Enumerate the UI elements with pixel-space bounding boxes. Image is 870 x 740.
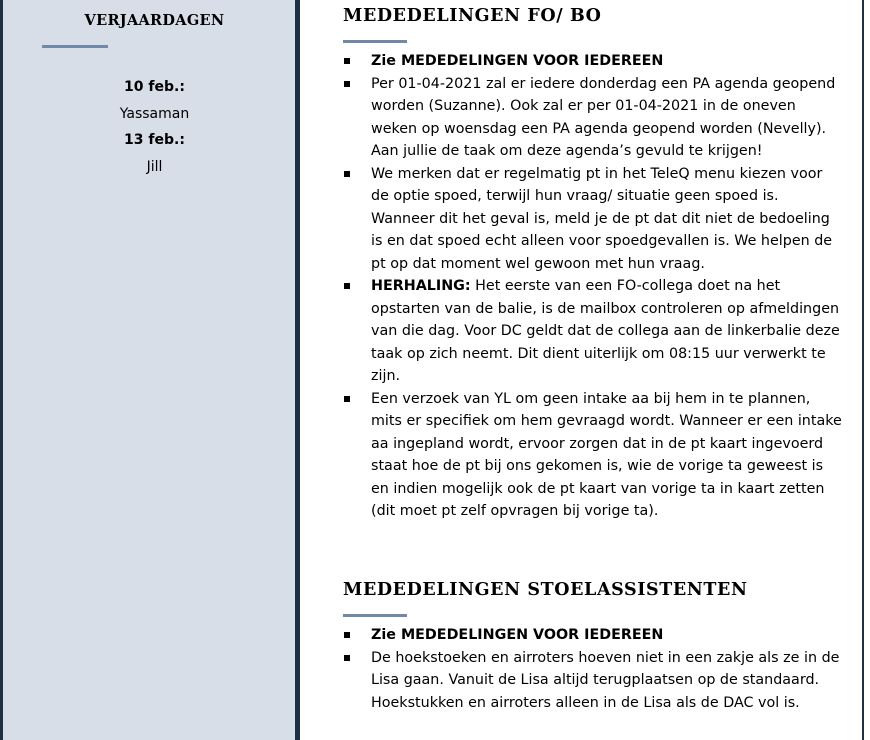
title-underline	[42, 45, 108, 48]
birthday-date: 10 feb.:	[124, 79, 185, 95]
birthday-list	[3, 74, 306, 180]
birthday-name: Jill	[146, 158, 163, 175]
list-item: De hoekstoeken en airroters hoeven niet in een zakje als ze in de Lisa gaan. Vanuit de Lisa altijd terugplaatsen op de standaard. Hoekstukken en airroters alleen in de Lisa als de DAC vol is.	[343, 647, 843, 715]
list-item: Per 01-04-2021 zal er iedere donderdag een PA agenda geopend worden (Suzanne). Ook zal er per 01-04-2021 in de oneven weken op woensdag een PA agenda geopend worden (Nevelly). Aan jullie de taak om deze agenda’s gevuld te krijgen!	[343, 73, 843, 163]
section-underline	[343, 40, 407, 43]
section-title-stoelassistenten: MEDEDELINGEN STOELASSISTENTEN	[343, 580, 748, 600]
list-item: Zie MEDEDELINGEN VOOR IEDEREEN	[343, 50, 843, 73]
list-item: We merken dat er regelmatig pt in het TeleQ menu kiezen voor de optie spoed, terwijl hun vraag/ situatie geen spoed is. Wanneer dit het geval is, meld je de pt dat dit niet de bedoeling is en dat spoed echt alleen voor spoedgevallen is. We helpen de pt op dat moment wel gewoon met hun vraag.	[343, 163, 843, 276]
birthday-date: 13 feb.:	[124, 132, 185, 148]
birthdays-sidebar	[0, 0, 300, 740]
announcements-column	[305, 0, 864, 740]
list-item: Een verzoek van YL om geen intake aa bij hem in te plannen, mits er specifiek om hem gevraagd wordt. Wanneer er een intake aa ingepland wordt, ervoor zorgen dat in de pt kaart ingevoerd staat hoe de pt bij ons gekomen is, wie de vorige ta geweest is en indien mogelijk ook de pt kaart van vorige ta in kaart zetten (dit moet pt zelf opvragen bij vorige ta).	[343, 388, 843, 523]
stoelassistenten-list	[343, 624, 843, 714]
section-underline	[343, 614, 407, 617]
birthdays-title: VERJAARDAGEN	[84, 12, 225, 29]
birthday-name: Yassaman	[119, 105, 190, 122]
list-item: HERHALING: Het eerste van een FO-collega doet na het opstarten van de balie, is de mailbox controleren op afmeldingen van die dag. Voor DC geldt dat de collega aan de linkerbalie deze taak op zich neemt. Dit dient uiterlijk om 08:15 uur verwerkt te zijn.	[343, 275, 843, 388]
section-title-fo-bo: MEDEDELINGEN FO/ BO	[343, 6, 602, 26]
fo-bo-list	[343, 50, 843, 523]
list-item: Zie MEDEDELINGEN VOOR IEDEREEN	[343, 624, 843, 647]
